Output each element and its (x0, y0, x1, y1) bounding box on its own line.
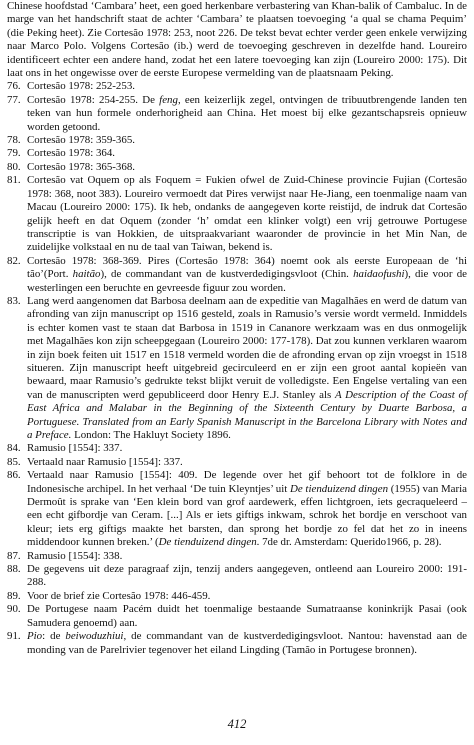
footnote-number: 77. (7, 93, 21, 106)
footnote-number: 84. (7, 442, 21, 455)
footnote-number: 91. (7, 630, 21, 643)
footnote-italic-run: De tienduizend dingen (290, 482, 389, 495)
footnote-number: 79. (7, 147, 21, 160)
footnote-number: 81. (7, 174, 21, 187)
footnote-item (7, 603, 467, 630)
footnote-italic-run: A Description of the Coast of East Africa and Malabar in the Beginning of the Sixteenth Century by Duarte Barbosa, a Portuguese. Translated from an Early Spanish Manuscript in the Barcelona Library with Notes and a Preface. (27, 388, 467, 441)
footnote-text (27, 442, 467, 455)
footnote-text-run: Vertaald naar Ramusio [1554]: 409. De legende over het gif behoort tot de folklore in de Indonesische archipel. In het verhaal ‘De tuin Kleyntjes’ uit (27, 469, 467, 495)
footnote-text-run: Cortesão 1978: 365-368. (27, 160, 135, 173)
footnote-text-run: Cortesão 1978: 359-365. (27, 134, 135, 147)
footnote-text (27, 630, 467, 657)
footnote-text-run: Lang werd aangenomen dat Barbosa deelnam aan de expeditie van Magalhães en werd de datum van afronding van zijn manuscript op 1516 gesteld, zoals in Ramusio’s versie wordt vermeld. Inmiddels is echter komen vast te staan dat Barbosa in 1519 in Cananore werkzaam was en dus onmogelijk met Magalhães kon zijn scheepgegaan (Loureiro 2000: 177-178). Dat zou kunnen verklaren waarom in zijn boek feiten uit 1517 en 1518 vermeld worden die de afronding ervan op zijn vroegst in 1518 situeren. Zijn manuscript heeft uitgebreid gecirculeerd en er zijn een groot aantal kopieën van bewaard, maar Ramusio’s gedrukte tekst blijkt veruit de volledigste. Een Engelse vertaling van een van de manuscripten werd gepubliceerd door Henry E.J. Stanley als (27, 294, 467, 401)
footnote-text (27, 295, 467, 442)
footnote-italic-run: De tienduizend dingen (158, 536, 257, 549)
footnote-text-run: Vertaald naar Ramusio [1554]: 337. (27, 455, 183, 468)
footnote-item (7, 255, 467, 295)
footnote-text-run: Cortesão 1978: 254-255. De (27, 93, 160, 106)
footnote-italic-run: feng (159, 93, 178, 106)
footnote-text (27, 469, 467, 549)
footnote-italic-run: haitão (72, 268, 101, 281)
footnote-item (7, 80, 467, 93)
footnote-number: 82. (7, 254, 21, 267)
footnote-number: 90. (7, 603, 21, 616)
footnote-number: 80. (7, 160, 21, 173)
footnote-number: 88. (7, 563, 21, 576)
footnote-text (27, 161, 467, 174)
footnote-item (7, 442, 467, 455)
footnote-text-run: De gegevens uit deze paragraaf zijn, tenzij anders aangegeven, ontleend aan Loureiro 2000: 191-288. (27, 563, 467, 589)
footnote-text (27, 590, 467, 603)
footnote-text (27, 134, 467, 147)
footnote-text-run: . 7de dr. Amsterdam: Querido1966, p. 28). (256, 536, 442, 549)
footnote-text (27, 147, 467, 160)
footnote-text (27, 563, 467, 590)
footnote-italic-run: beiwoduzhiui (65, 630, 124, 643)
footnote-text (27, 255, 467, 295)
footnote-number: 83. (7, 294, 21, 307)
footnotes-page (7, 0, 467, 657)
footnote-number: 89. (7, 589, 21, 602)
footnote-text-run: , de commandant van de kustverdedigingsvloot. Nantou: havenstad aan de monding van de Parelrivier tegenover het eiland Lingding (Tamão in Portugese bronnen). (27, 630, 467, 656)
footnote-text-run: Cortesão 1978: 364. (27, 147, 116, 160)
footnote-text-run: , een keizerlijk zegel, ontvingen de tribuutbrengende landen ten teken van hun formele onderhorigheid aan China. Het moest bij elke gezantschapsreis opnieuw worden getoond. (27, 93, 467, 133)
footnote-item (7, 550, 467, 563)
footnote-text-run: (1955) van Maria Dermoût is sprake van ‘Een klein bord van grof aardewerk, effen lichtgroen, iets gecraqueleerd – een echt gifbordje van Ceram. [...] Als er iets giftigs inkwam, schrok het bordje en verschoot van kleur; iets erg giftigs maakte het barsten, dan sprong het bordje zo fel dat het zo in ineens middendoor kunnen breken.’ ( (27, 482, 467, 549)
footnote-number: 86. (7, 469, 21, 482)
footnote-number: 87. (7, 549, 21, 562)
footnote-number: 76. (7, 80, 21, 93)
continued-footnote-text: Chinese hoofdstad ‘Cambara’ heet, een goed herkenbare verbastering van Khan-balik of Cambaluc. In de marge van het handschrift staat de achter ‘Cambara’ te plaatsen toevoeging ‘a qual se chama Pequim’ (die Peking heet). Zie Cortesão 1978: 253, noot 226. De tekst bevat echter verder geen enkele verwijzing naar Marco Polo. Volgens Cortesão (ib.) werd de toevoeging geschreven in dezelfde hand. Loureiro identificeert echter een andere hand, zodat het een latere toevoeging kan zijn (Loureiro 2000: 175). Dit laat ons in het ongewisse over de eerste Europese vermelding van de plaatsnaam Peking. (7, 0, 467, 80)
footnote-item (7, 456, 467, 469)
footnote-text-run: ), de commandant van de kustverdedigingsvloot (Chin. (100, 268, 354, 281)
footnote-text-run: London: The Hakluyt Society 1896. (71, 429, 231, 441)
footnote-number: 78. (7, 134, 21, 147)
footnote-item (7, 134, 467, 147)
footnote-number: 85. (7, 455, 21, 468)
page-number: 412 (227, 717, 247, 731)
footnote-text-run: Voor de brief zie Cortesão 1978: 446-459. (27, 589, 211, 602)
footnote-text-run: Ramusio [1554]: 338. (27, 549, 123, 562)
footnote-item (7, 469, 467, 549)
footnote-item (7, 147, 467, 160)
footnote-italic-run: haidaofushi (353, 268, 405, 281)
footnote-item (7, 174, 467, 254)
footnote-text (27, 174, 467, 254)
footnote-italic-run: Pio (27, 630, 43, 643)
footnote-text-run: Cortesão vat Oquem op als Foquem = Fukien ofwel de Zuid-Chinese provincie Fujian (Cortesão 1978: 368, noot 383). Loureiro vermoedt dat Pires verwijst naar He-Jiang, een toenmalige naam van Macau (Loureiro 2000: 175). Ik heb, ondanks de aangegeven korte reistijd, de indruk dat Cortesão gelijk heeft en dat Oquem (zonder ‘h’ omdat een klinker volgt) een vrij getrouwe Portugese transcriptie is van Hokkien, de uitspraakvariant waaronder de provincie in het Min Nan, de zuidelijke volkstaal en nu de taal van Taiwan, bekend is. (27, 174, 467, 254)
footnote-text (27, 603, 467, 630)
footnote-text-run: : de (42, 630, 66, 643)
footnote-text-run: Cortesão 1978: 252-253. (27, 80, 135, 93)
footnote-item (7, 630, 467, 657)
footnote-text (27, 80, 467, 93)
footnote-item (7, 94, 467, 134)
footnote-item (7, 161, 467, 174)
footnote-list (7, 80, 467, 656)
footnote-item (7, 590, 467, 603)
footnote-text (27, 94, 467, 134)
footnote-text (27, 456, 467, 469)
footnote-text-run: De Portugese naam Pacém duidt het toenmalige bestaande Sumatraanse koninkrijk Pasai (ook Samudera genoemd) aan. (27, 603, 467, 629)
footnote-text-run: Cortesão 1978: 368-369. Pires (Cortesão 1978: 364) noemt ook als eerste Europeaan de ‘hi tão’(Port. (27, 254, 467, 281)
footnote-text-run: ), die voor de westerlingen een beruchte en gevreesde figuur zou worden. (27, 268, 467, 294)
footnote-text (27, 550, 467, 563)
footnote-text-run: Ramusio [1554]: 337. (27, 442, 123, 455)
footnote-item (7, 563, 467, 590)
footnote-item (7, 295, 467, 442)
